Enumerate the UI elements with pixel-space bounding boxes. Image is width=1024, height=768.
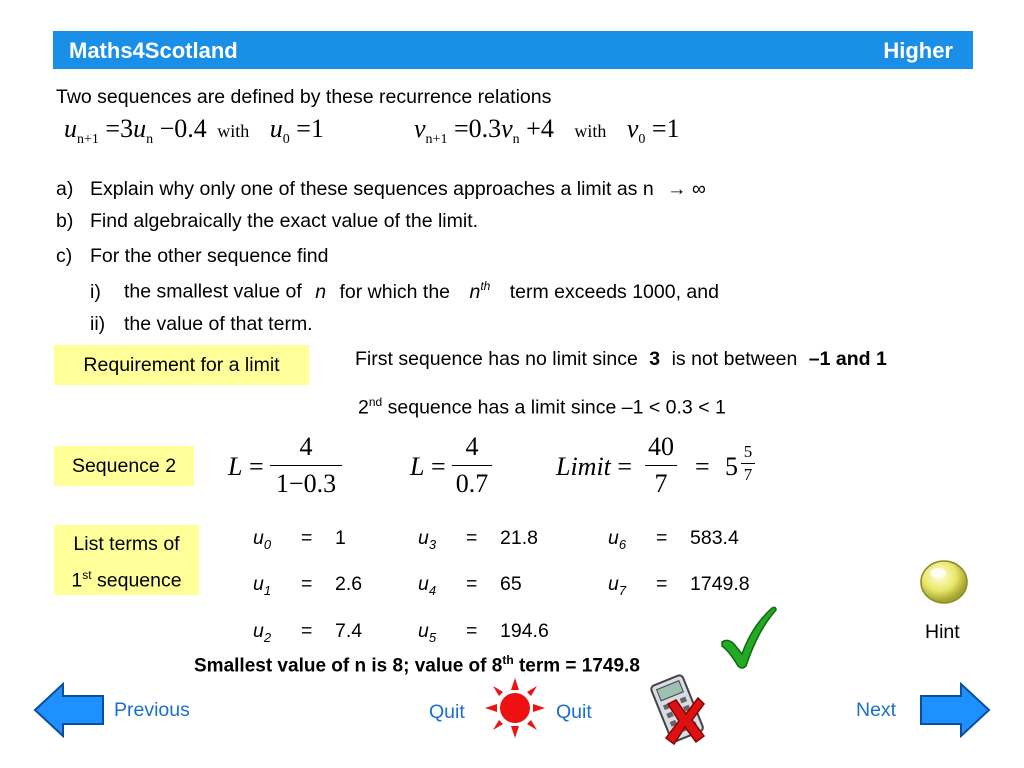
term-row (253, 620, 363, 645)
limit-eq2-fraction (452, 432, 492, 499)
term-eq: = (466, 620, 478, 642)
question-intro: Two sequences are defined by these recurrence relations (56, 86, 552, 108)
term-eq: = (301, 620, 313, 642)
no-calculator-icon (648, 670, 714, 748)
fraction-bar (645, 465, 677, 466)
quit-link-right[interactable]: Quit (556, 701, 592, 723)
part-a (56, 178, 706, 201)
rel1-with: with (217, 121, 250, 141)
part-cii-label: ii) (90, 313, 106, 335)
rel1-eq: = (105, 114, 121, 143)
limit-eq3-fden: 7 (743, 465, 753, 484)
part-ci-n: n (315, 280, 327, 303)
limit-eq1-fraction (270, 432, 342, 499)
rel1-coef: 3 (120, 114, 134, 143)
limit-eq3-mixed-fraction (741, 442, 755, 485)
answer-a-text1: First sequence has no limit since (355, 348, 638, 370)
list-terms-box[interactable] (54, 525, 199, 595)
limit-eq3-eq: = (617, 452, 633, 481)
part-b (56, 210, 478, 233)
rel1-init-eq: = (296, 114, 311, 143)
term-sub: 1 (263, 582, 272, 598)
limit-eq3-den: 7 (654, 469, 668, 498)
part-ci-nth: n (469, 280, 481, 303)
answer-a-line1 (355, 348, 887, 371)
rel2-lhs-sub: n+1 (425, 132, 448, 148)
rel2-rhs-sub: n (512, 132, 520, 148)
answer-a-three: 3 (649, 348, 661, 370)
check-icon (718, 604, 778, 672)
term-row (608, 573, 750, 598)
part-c (56, 245, 329, 268)
list-terms-ord: 1 (71, 569, 83, 592)
rel1-lhs-sub: n+1 (77, 132, 99, 148)
term-value: 65 (500, 573, 522, 595)
limit-eq2-eq: = (430, 452, 446, 481)
limit-eq3-var: Limit (556, 452, 611, 481)
rel2-rhs-var: v (501, 114, 513, 143)
term-var: u (253, 573, 264, 595)
part-cii-text: the value of that term. (124, 313, 313, 335)
limit-eq3-fnum: 5 (743, 442, 753, 461)
term-var: u (608, 527, 619, 549)
answer-a-range: –1 and 1 (808, 348, 887, 370)
final-answer-text2: term = 1749.8 (513, 655, 640, 677)
term-eq: = (301, 527, 313, 549)
part-c-text: For the other sequence find (90, 245, 329, 267)
term-var: u (253, 527, 264, 549)
answer-a-text2: is not between (671, 348, 798, 370)
limit-eq2-lhs (410, 452, 446, 482)
quit-link-left[interactable]: Quit (429, 701, 465, 723)
term-sub: 4 (428, 582, 437, 598)
limit-eq1-num: 4 (299, 432, 313, 461)
level-label: Higher (883, 38, 953, 63)
term-value: 583.4 (690, 527, 739, 549)
term-eq: = (466, 527, 478, 549)
limit-eq3-num: 40 (648, 432, 674, 461)
next-arrow-icon[interactable] (919, 682, 991, 738)
part-c-i (90, 279, 719, 304)
term-value: 21.8 (500, 527, 538, 549)
answer-a2-text: sequence has a limit since –1 < 0.3 < 1 (382, 396, 726, 419)
part-a-text: Explain why only one of these sequences approaches a limit as n (90, 178, 654, 200)
limit-eq1-lhs (228, 452, 264, 482)
term-sub: 6 (618, 536, 627, 552)
rel2-coef: 0.3 (468, 114, 502, 143)
rel2-rest: +4 (526, 114, 554, 143)
term-row (253, 573, 363, 598)
list-terms-line1: List terms of (73, 533, 180, 555)
term-sub: 7 (618, 582, 627, 598)
term-row (253, 527, 346, 552)
fraction-bar (741, 463, 755, 464)
term-row (608, 527, 739, 552)
term-sub: 5 (428, 629, 437, 645)
term-var: u (418, 620, 429, 642)
rel2-init-sub: 0 (638, 132, 646, 148)
term-value: 2.6 (335, 573, 363, 595)
term-eq: = (466, 573, 478, 595)
term-var: u (418, 527, 429, 549)
requirement-box[interactable]: Requirement for a limit (54, 345, 309, 385)
part-c-label: c) (56, 245, 73, 267)
header-bar (53, 31, 973, 69)
term-eq: = (656, 573, 668, 595)
rel2-init-eq: = (651, 114, 667, 143)
list-terms-sup: st (82, 568, 92, 582)
rel2-eq: = (453, 114, 469, 143)
limit-eq2-num: 4 (465, 432, 479, 461)
term-sub: 3 (428, 536, 437, 552)
limit-eq3-fraction (645, 432, 677, 499)
term-sub: 2 (263, 629, 272, 645)
limit-eq1-var: L (228, 452, 243, 481)
part-b-label: b) (56, 210, 74, 232)
rel1-rest: −0.4 (159, 114, 207, 143)
term-value: 1 (335, 527, 346, 549)
site-title: Maths4Scotland (69, 38, 238, 63)
answer-a2-ord: 2 (358, 396, 369, 419)
term-row (418, 527, 538, 552)
final-answer-text1: Smallest value of n is 8; value of 8 (194, 655, 503, 677)
list-terms-line2 (54, 560, 199, 597)
list-terms-rest: sequence (91, 569, 182, 592)
part-ci-text2: for which the (339, 280, 451, 303)
term-eq: = (656, 527, 668, 549)
previous-arrow-icon[interactable] (33, 682, 105, 738)
term-eq: = (301, 573, 313, 595)
recurrence-relation-v (414, 114, 680, 148)
term-var: u (608, 573, 619, 595)
limit-eq1-den: 1−0.3 (275, 469, 337, 498)
answer-a-line2 (358, 395, 726, 420)
hint-button[interactable] (918, 557, 970, 607)
term-value: 1749.8 (690, 573, 750, 595)
rel1-lhs-var: u (64, 114, 77, 143)
part-ci-th: th (480, 279, 491, 293)
sun-quit-icon[interactable] (483, 676, 547, 740)
rel1-rhs-sub: n (146, 132, 154, 148)
rel1-init-val: 1 (310, 114, 324, 143)
final-answer (194, 653, 640, 677)
infinity-arrow: → ∞ (667, 178, 706, 200)
term-value: 194.6 (500, 620, 549, 642)
term-var: u (253, 620, 264, 642)
sequence2-box[interactable]: Sequence 2 (54, 446, 194, 486)
recurrence-relation-u (64, 114, 324, 148)
part-a-label: a) (56, 178, 74, 200)
part-ci-label: i) (90, 280, 101, 303)
rel2-with: with (574, 121, 607, 141)
fraction-bar (270, 465, 342, 466)
part-ci-text1: the smallest value of (124, 280, 302, 303)
final-answer-sup: th (502, 653, 514, 667)
limit-eq3-lhs (556, 452, 632, 482)
limit-eq3-whole: 5 (725, 452, 738, 481)
limit-eq1-eq: = (248, 452, 264, 481)
limit-eq2-den: 0.7 (455, 469, 489, 498)
part-b-text: Find algebraically the exact value of the limit. (90, 210, 479, 232)
term-row (418, 573, 522, 598)
part-ci-text3: term exceeds 1000, and (509, 280, 719, 303)
term-row (418, 620, 549, 645)
term-value: 7.4 (335, 620, 363, 642)
limit-eq2-var: L (410, 452, 425, 481)
hint-label[interactable]: Hint (925, 621, 960, 643)
rel1-init-sub: 0 (282, 132, 290, 148)
answer-a2-sup: nd (368, 395, 383, 409)
rel2-init-var: v (626, 114, 639, 143)
part-c-ii (90, 313, 313, 336)
fraction-bar (452, 465, 492, 466)
previous-link[interactable]: Previous (114, 699, 190, 721)
term-var: u (418, 573, 429, 595)
rel2-init-val: 1 (666, 114, 680, 143)
limit-eq3-eq2: = (695, 452, 710, 481)
rel2-lhs-var: v (414, 114, 426, 143)
rel1-init-var: u (269, 114, 283, 143)
next-link[interactable]: Next (856, 699, 897, 721)
rel1-rhs-var: u (133, 114, 147, 143)
term-sub: 0 (263, 536, 272, 552)
